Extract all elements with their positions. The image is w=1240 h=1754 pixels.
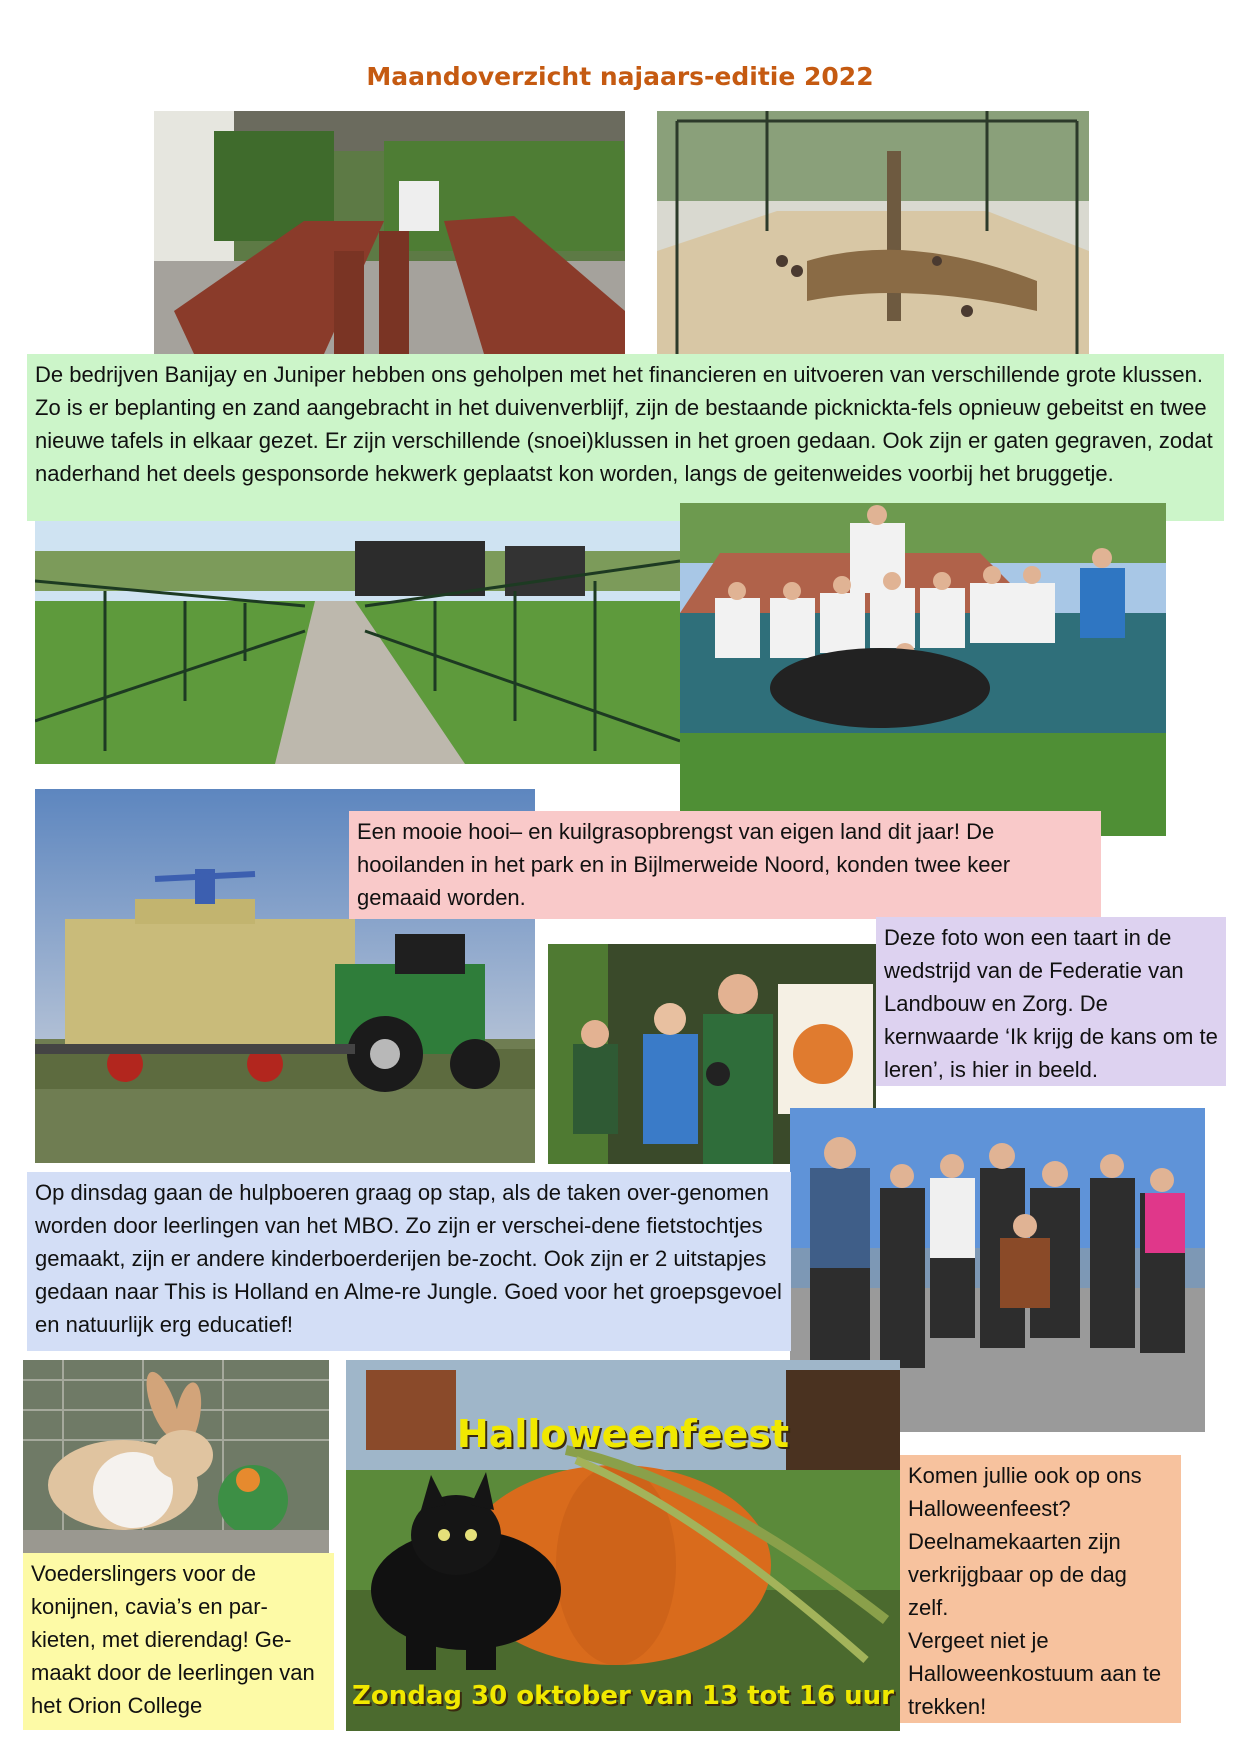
award-text: Deze foto won een taart in de wedstrijd van de Federatie van Landbouw en Zorg. De kernwaarde ‘Ik krijg de kans om te leren’, is hier in beeld. <box>876 917 1226 1086</box>
volunteer-group-photo <box>680 503 1166 836</box>
fenced-path-photo <box>35 521 680 764</box>
poster-date: Zondag 30 oktober van 13 tot 16 uur <box>352 1681 894 1711</box>
outings-text: Op dinsdag gaan de hulpboeren graag op stap, als de taken over-genomen worden door leerlingen van het MBO. Zo zijn er verschei-dene fietstochtjes gemaakt, zijn er andere kinderboerderijen be-zocht. Ook zijn er 2 uitstapjes gedaan naar This is Holland en Alme-re Jungle. Goed voor het groepsgevoel en natuurlijk erg educatief! <box>27 1172 791 1351</box>
sponsors-text: De bedrijven Banijay en Juniper hebben ons geholpen met het financieren en uitvoeren van verschillende grote klussen. Zo is er beplanting en zand aangebracht in het duivenverblijf, zijn de bestaande picknickta-fels opnieuw gebeitst en twee nieuwe tafels in elkaar gezet. Er zijn verschillende (snoei)klussen in het groen gedaan. Ook zijn er gaten gegraven, zodat naderhand het deels gesponsorde hekwerk geplaatst kon worden, langs de geitenweides voorbij het bruggetje. <box>27 354 1224 521</box>
page-title: Maandoverzicht najaars-editie 2022 <box>366 62 874 91</box>
feeders-text: Voederslingers voor de konijnen, cavia’s en par-kieten, met dierendag! Ge-maakt door de leerlingen van het Orion College <box>23 1553 334 1730</box>
pigeon-aviary-photo <box>657 111 1089 354</box>
picnic-tables-photo <box>154 111 625 354</box>
poster-title: Halloweenfeest <box>456 1412 790 1456</box>
halloween-invite-text: Komen jullie ook op ons Halloweenfeest? Deelnamekaarten zijn verkrijgbaar op de dag zelf. Vergeet niet je Halloweenkostuum aan te trekken! <box>900 1455 1181 1723</box>
hay-harvest-text: Een mooie hooi– en kuilgrasopbrengst van eigen land dit jaar! De hooilanden in het park en in Bijlmerweide Noord, konden twee keer gemaaid worden. <box>349 811 1101 919</box>
halloween-poster <box>346 1360 900 1731</box>
rabbit-photo <box>23 1360 329 1553</box>
